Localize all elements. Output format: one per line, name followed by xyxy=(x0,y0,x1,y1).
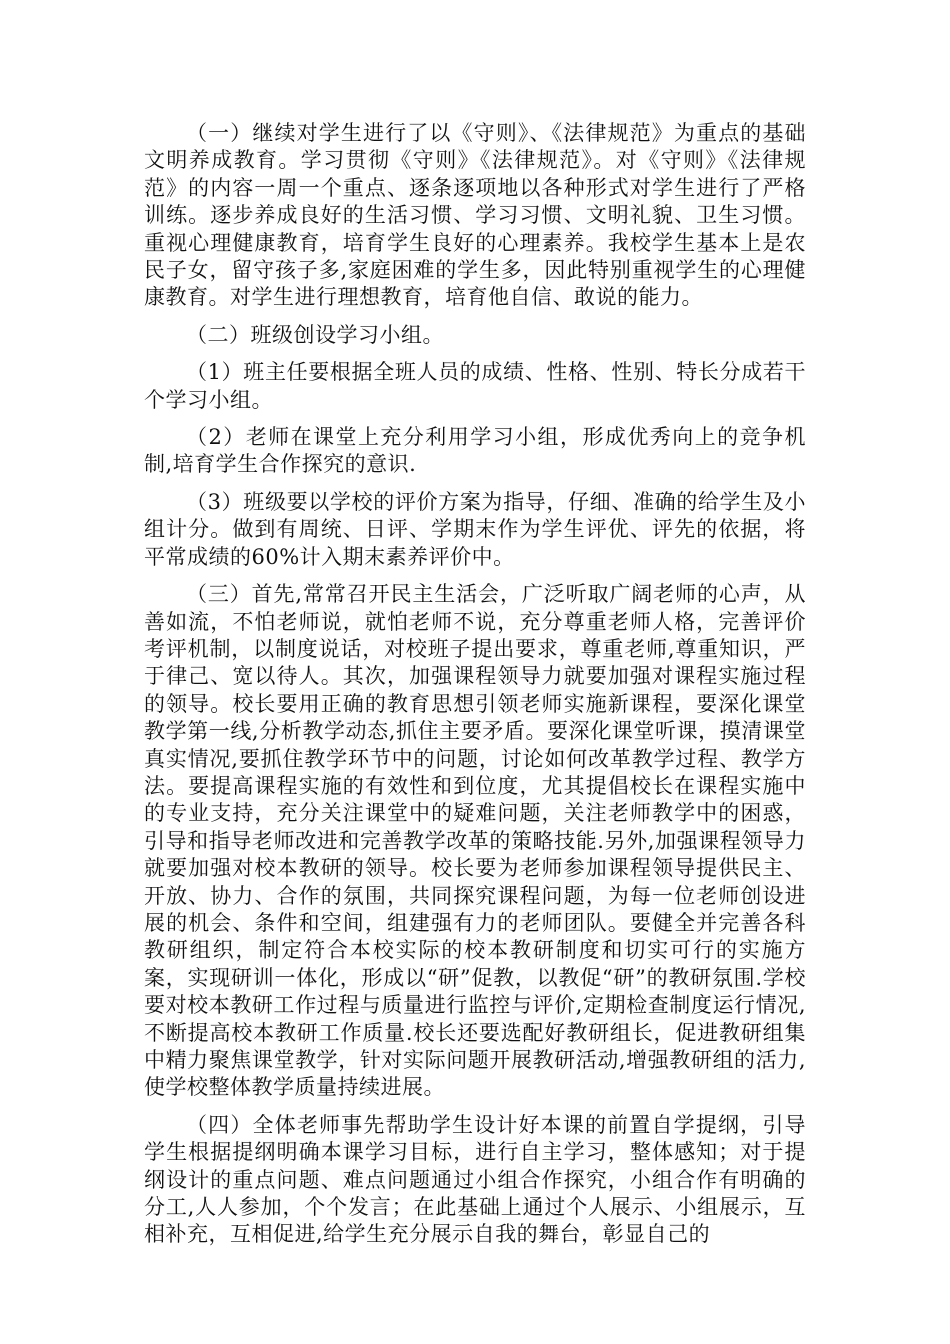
paragraph-item-1: （1）班主任要根据全班人员的成绩、性格、性别、特长分成若干个学习小组。 xyxy=(144,360,806,412)
paragraph-preview-outline: （四）全体老师事先帮助学生设计好本课的前置自学提纲，引导学生根据提纲明确本课学习目标，进行自主学习，整体感知；对于提纲设计的重点问题、难点问题通过小组合作探究，小组合作有明确的分工,人人参加，个个发言；在此基础上通过个人展示、小组展示，互相补充，互相促进,给学生充分展示自我的舞台，彰显自己的 xyxy=(144,1112,806,1247)
paragraph-item-3: （3）班级要以学校的评价方案为指导，仔细、准确的给学生及小组计分。做到有周统、日评、学期末作为学生评优、评先的依据，将平常成绩的60%计入期末素养评价中。 xyxy=(144,489,806,569)
paragraph-study-groups-heading: （二）班级创设学习小组。 xyxy=(186,322,444,347)
paragraph-curriculum-leadership: （三）首先,常常召开民主生活会，广泛听取广阔老师的心声，从善如流，不怕老师说，就怕老师不说，充分尊重老师人格，完善评价考评机制，以制度说话，对校班子提出要求，尊重老师,尊重知识，严于律己、宽以待人。其次，加强课程领导力就要加强对课程实施过程的领导。校长要用正确的教育思想引领老师实施新课程，要深化课堂教学第一线,分析教学动态,抓住主要矛盾。要深化课堂听课，摸清课堂真实情况,要抓住教学环节中的问题，讨论如何改革教学过程、教学方法。要提高课程实施的有效性和到位度，尤其提倡校长在课程实施中的专业支持，充分关注课堂中的疑难问题，关注老师教学中的困惑，引导和指导老师改进和完善教学改革的策略技能.另外,加强课程领导力就要加强对校本教研的领导。校长要为老师参加课程领导提供民主、开放、协力、合作的氛围，共同探究课程问题，为每一位老师创设进展的机会、条件和空间，组建强有力的老师团队。要健全并完善各科教研组织，制定符合本校实际的校本教研制度和切实可行的实施方案，实现研训一体化，形成以“研”促教，以教促“研”的教研氛围.学校要对校本教研工作过程与质量进行监控与评价,定期检查制度运行情况,不断提高校本教研工作质量.校长还要选配好教研组长，促进教研组集中精力聚焦课堂教学，针对实际问题开展教研活动,增强教研组的活力,使学校整体教学质量持续进展。 xyxy=(144,582,806,1100)
paragraph-basic-civility-education: （一）继续对学生进行了以《守则》、《法律规范》为重点的基础文明养成教育。学习贯彻《守则》《法律规范》。对《守则》《法律规范》的内容一周一个重点、逐条逐项地以各种形式对学生进行了严格训练。逐步养成良好的生活习惯、学习习惯、文明礼貌、卫生习惯。重视心理健康教育，培育学生良好的心理素养。我校学生基本上是农民子女，留守孩子多,家庭困难的学生多，因此特别重视学生的心理健康教育。对学生进行理想教育，培育他自信、敢说的能力。 xyxy=(144,121,806,310)
document-body xyxy=(144,120,806,1259)
paragraph-item-2: （2）老师在课堂上充分利用学习小组，形成优秀向上的竞争机制,培育学生合作探究的意识. xyxy=(144,425,806,477)
